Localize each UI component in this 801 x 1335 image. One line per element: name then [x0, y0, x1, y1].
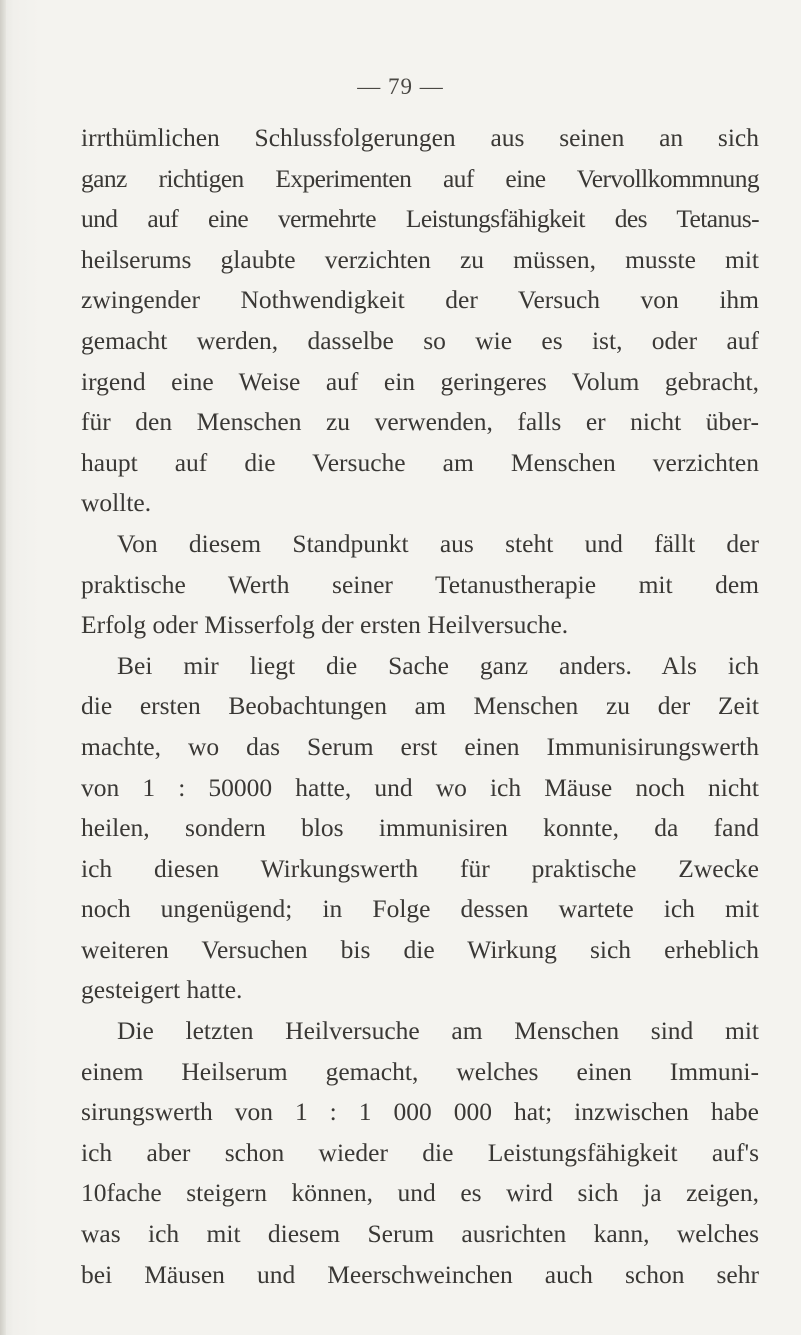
text-line: irgend eine Weise auf ein geringeres Volum gebracht, [81, 366, 759, 396]
text-line: die ersten Beobachtungen am Menschen zu der Zeit [81, 691, 759, 721]
text-line: was ich mit diesem Serum ausrichten kann, welches [81, 1219, 759, 1249]
text-line: irrthümlichen Schlussfolgerungen aus seinen an sich [81, 123, 759, 152]
text-line: für den Menschen zu verwenden, falls er nicht über- [81, 407, 759, 437]
text-line: Bei mir liegt die Sache ganz anders. Als ich [117, 650, 759, 680]
text-line: zwingender Nothwendigkeit der Versuch von ihm [81, 285, 759, 315]
text-line: und auf eine vermehrte Leistungsfähigkeit des Tetanus- [81, 204, 759, 234]
page-number: — 79 — [357, 74, 444, 99]
text-line: gesteigert hatte. [81, 975, 243, 1005]
text-line: heilen, sondern blos immunisiren konnte, da fand [81, 813, 759, 843]
text-line: von 1 : 50000 hatte, und wo ich Mäuse noch nicht [81, 772, 759, 802]
text-line: ganz richtigen Experimenten auf eine Vervollkommnung [81, 163, 759, 193]
page-binding-edge [0, 0, 6, 1335]
text-line: noch ungenügend; in Folge dessen wartete ich mit [81, 894, 759, 924]
text-line: 10fache steigern können, und es wird sich ja zeigen, [81, 1178, 759, 1208]
text-line: gemacht werden, dasselbe so wie es ist, oder auf [81, 325, 759, 355]
text-line: einem Heilserum gemacht, welches einen Immuni- [81, 1056, 759, 1086]
text-line: wollte. [81, 488, 152, 518]
text-line: Von diesem Standpunkt aus steht und fällt der [117, 528, 759, 558]
text-line: ich aber schon wieder die Leistungsfähigkeit auf's [81, 1137, 759, 1167]
text-line: heilserums glaubte verzichten zu müssen, musste mit [81, 244, 759, 274]
text-line: weiteren Versuchen bis die Wirkung sich erheblich [81, 934, 759, 964]
text-line: haupt auf die Versuche am Menschen verzichten [81, 447, 759, 477]
body-text [81, 118, 759, 1295]
text-line: praktische Werth seiner Tetanustherapie mit dem [81, 569, 759, 599]
text-line: ich diesen Wirkungswerth für praktische Zwecke [81, 853, 759, 883]
text-line: sirungswerth von 1 : 1 000 000 hat; inzwischen habe [81, 1097, 759, 1127]
text-line: bei Mäusen und Meerschweinchen auch schon sehr [81, 1259, 759, 1289]
text-line: Die letzten Heilversuche am Menschen sind mit [117, 1016, 759, 1046]
text-line: machte, wo das Serum erst einen Immunisirungswerth [81, 731, 759, 761]
text-line: Erfolg oder Misserfolg der ersten Heilversuche. [81, 610, 569, 640]
